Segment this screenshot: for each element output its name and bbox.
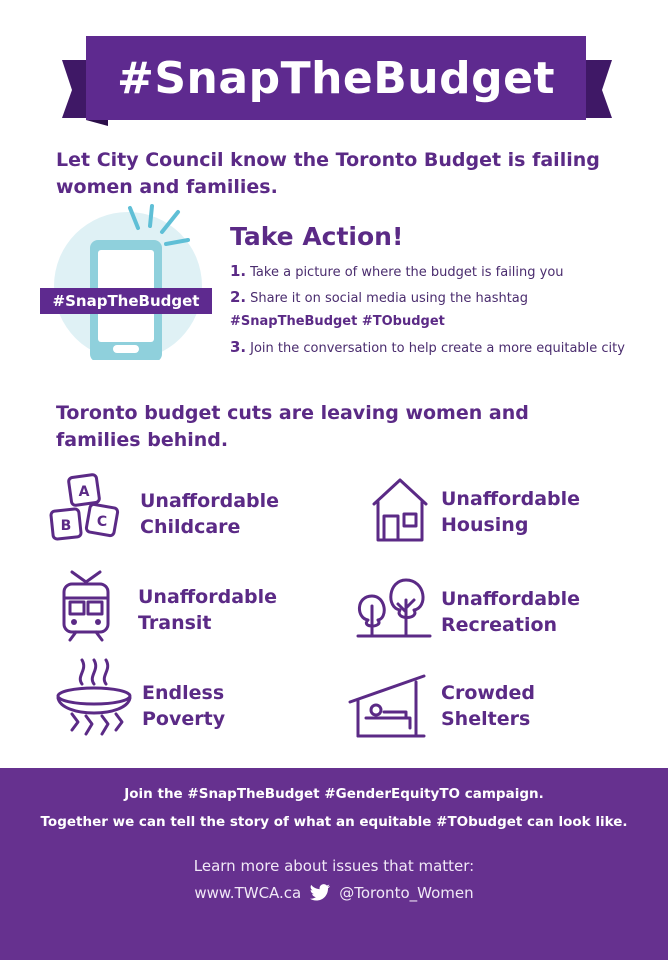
shelter-bed-icon [346,672,430,742]
footer-contact [0,884,668,902]
intro-text: Let City Council know the Toronto Budget is failing women and families. [56,149,600,198]
footer-campaign-line: Join the #SnapTheBudget #GenderEquityTO campaign. [124,786,544,802]
step-1: 1. Take a picture of where the budget is failing you [230,262,564,280]
phone-hashtag-label: #SnapTheBudget [52,292,200,310]
phone-hashtag-tag [40,288,212,314]
hashtags: #SnapTheBudget #TObudget [230,314,445,329]
issue-housing: Unaffordable Housing [441,488,581,536]
trees-icon [350,574,434,644]
website-link[interactable]: www.TWCA.ca [194,884,302,902]
block-a-label: A [78,484,90,500]
step-2: 2. Share it on social media using the hashtag [230,288,529,306]
issue-transit: Unaffordable Transit [138,586,278,634]
issue-childcare: Unaffordable Childcare [140,490,280,538]
banner-title: #SnapTheBudget [117,52,555,104]
issue-shelters: Crowded Shelters [441,682,536,730]
issue-recreation: Unaffordable Recreation [441,588,581,636]
footer-learn-more: Learn more about issues that matter: [193,857,475,875]
twitter-handle-link[interactable]: @Toronto_Women [339,884,474,902]
twitter-bird-icon [309,884,331,902]
abc-blocks-icon [48,470,128,544]
house-icon [368,474,432,546]
issue-poverty: Endless Poverty [142,682,226,730]
phone-illustration [40,200,230,360]
empty-bowl-icon [52,656,132,742]
cuts-heading: Toronto budget cuts are leaving women and families behind. [56,402,529,451]
step-3: 3. Join the conversation to help create a more equitable city [230,338,625,356]
block-c-label: C [96,514,108,530]
take-action-title: Take Action! [230,222,404,251]
footer-story-line: Together we can tell the story of what an equitable #TObudget can look like. [40,814,628,830]
streetcar-icon [58,568,114,644]
block-b-label: B [60,518,72,534]
